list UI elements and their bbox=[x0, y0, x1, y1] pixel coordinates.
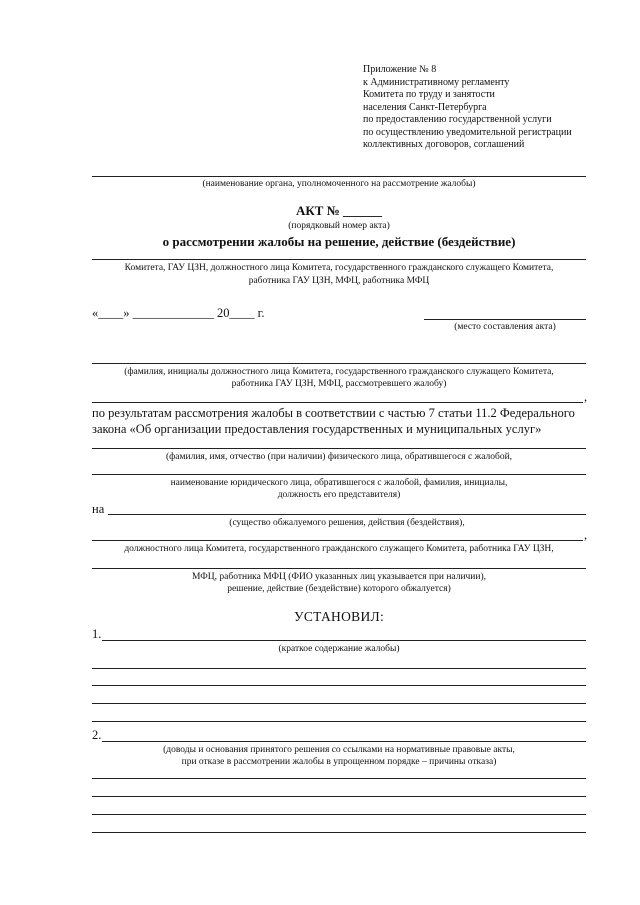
appendix-line: по предоставлению государственной услуги bbox=[363, 114, 552, 125]
act-subject: о рассмотрении жалобы на решение, действие (бездействие) bbox=[162, 234, 516, 249]
committee-text-1: Комитета, ГАУ ЦЗН, должностного лица Комитета, государственного гражданского служащего Комитета, bbox=[124, 263, 554, 273]
reasons-hint-2: при отказе в рассмотрении жалобы в упрощенном порядке – причины отказа) bbox=[181, 757, 497, 767]
appendix-line: населения Санкт-Петербурга bbox=[363, 101, 487, 113]
results-text-1: по результатам рассмотрения жалобы в соответствии с частью 7 статьи 11.2 Федерального bbox=[92, 406, 575, 420]
item-1-fill-line[interactable] bbox=[92, 703, 586, 704]
established-heading: УСТАНОВИЛ: bbox=[293, 609, 385, 624]
item-1-fill-line[interactable] bbox=[92, 685, 586, 686]
appendix-header bbox=[363, 64, 613, 152]
comma: , bbox=[584, 528, 588, 542]
committee-text-2: работника ГАУ ЦЗН, МФЦ, работника МФЦ bbox=[248, 276, 430, 286]
appendix-line: коллективных договоров, соглашений bbox=[363, 139, 525, 150]
appendix-line: по осуществлению уведомительной регистрации bbox=[363, 126, 572, 138]
organ-hint: (наименование органа, уполномоченного на рассмотрение жалобы) bbox=[202, 179, 476, 189]
item-2-fill-line[interactable] bbox=[92, 814, 586, 815]
reasons-hint-1: (доводы и основания принятого решения со ссылками на нормативные правовые акты, bbox=[163, 745, 515, 755]
item-2-fill-line[interactable] bbox=[92, 832, 586, 833]
official-line-fill[interactable] bbox=[92, 540, 583, 541]
appendix-line: Приложение № 8 bbox=[363, 64, 437, 75]
committee-fill-line[interactable] bbox=[92, 259, 586, 260]
legal-hint-1: наименование юридического лица, обратившегося с жалобой, фамилия, инициалы, bbox=[170, 478, 508, 488]
mfc-hint-2: решение, действие (бездействие) которого обжалуется) bbox=[227, 584, 451, 594]
legal-hint-2: должность его представителя) bbox=[277, 490, 401, 500]
mfc-fill-line[interactable] bbox=[92, 568, 586, 569]
item-2-number: 2. bbox=[92, 728, 102, 742]
item-1-fill-line[interactable] bbox=[102, 640, 586, 641]
applicant-fill-line[interactable] bbox=[92, 448, 586, 449]
item-2-fill-line[interactable] bbox=[102, 741, 586, 742]
item-1-number: 1. bbox=[92, 627, 102, 641]
applicant-hint: (фамилия, имя, отчество (при наличии) физического лица, обратившегося с жалобой, bbox=[165, 452, 513, 462]
on-label: на bbox=[92, 502, 105, 516]
results-text-2: закона «Об организации предоставления государственных и муниципальных услуг» bbox=[92, 422, 542, 436]
act-number-hint: (порядковый номер акта) bbox=[288, 221, 390, 231]
item-1-fill-line[interactable] bbox=[92, 721, 586, 722]
official-hint-2: работника ГАУ ЦЗН, МФЦ, рассмотревшего жалобу) bbox=[231, 379, 447, 389]
item-2-fill-line[interactable] bbox=[92, 778, 586, 779]
place-hint: (место составления акта) bbox=[454, 322, 556, 332]
appendix-line: Комитета по труду и занятости bbox=[363, 89, 495, 100]
essence-fill-line[interactable] bbox=[108, 514, 586, 515]
official-fill-line[interactable] bbox=[92, 363, 586, 364]
item-1-fill-line[interactable] bbox=[92, 668, 586, 669]
place-fill-line[interactable] bbox=[424, 319, 586, 320]
act-date: «____» _____________ 20____ г. bbox=[92, 306, 265, 320]
mfc-hint-1: МФЦ, работника МФЦ (ФИО указанных лиц указывается при наличии), bbox=[191, 572, 487, 582]
organ-fill-line[interactable] bbox=[92, 176, 586, 177]
legal-fill-line[interactable] bbox=[92, 474, 586, 475]
official-line-text: должностного лица Комитета, государственного гражданского служащего Комитета, работника ГАУ ЦЗН, bbox=[124, 544, 554, 554]
comma: , bbox=[584, 390, 588, 404]
summary-hint: (краткое содержание жалобы) bbox=[278, 644, 400, 654]
results-fill-line[interactable] bbox=[92, 402, 583, 403]
essence-hint: (существо обжалуемого решения, действия (бездействия), bbox=[229, 518, 465, 528]
act-title: АКТ № ______ bbox=[295, 203, 383, 218]
item-2-fill-line[interactable] bbox=[92, 796, 586, 797]
official-hint-1: (фамилия, инициалы должностного лица Комитета, государственного гражданского служащего Комитета, bbox=[124, 367, 554, 377]
appendix-line: к Административному регламенту bbox=[363, 76, 510, 88]
